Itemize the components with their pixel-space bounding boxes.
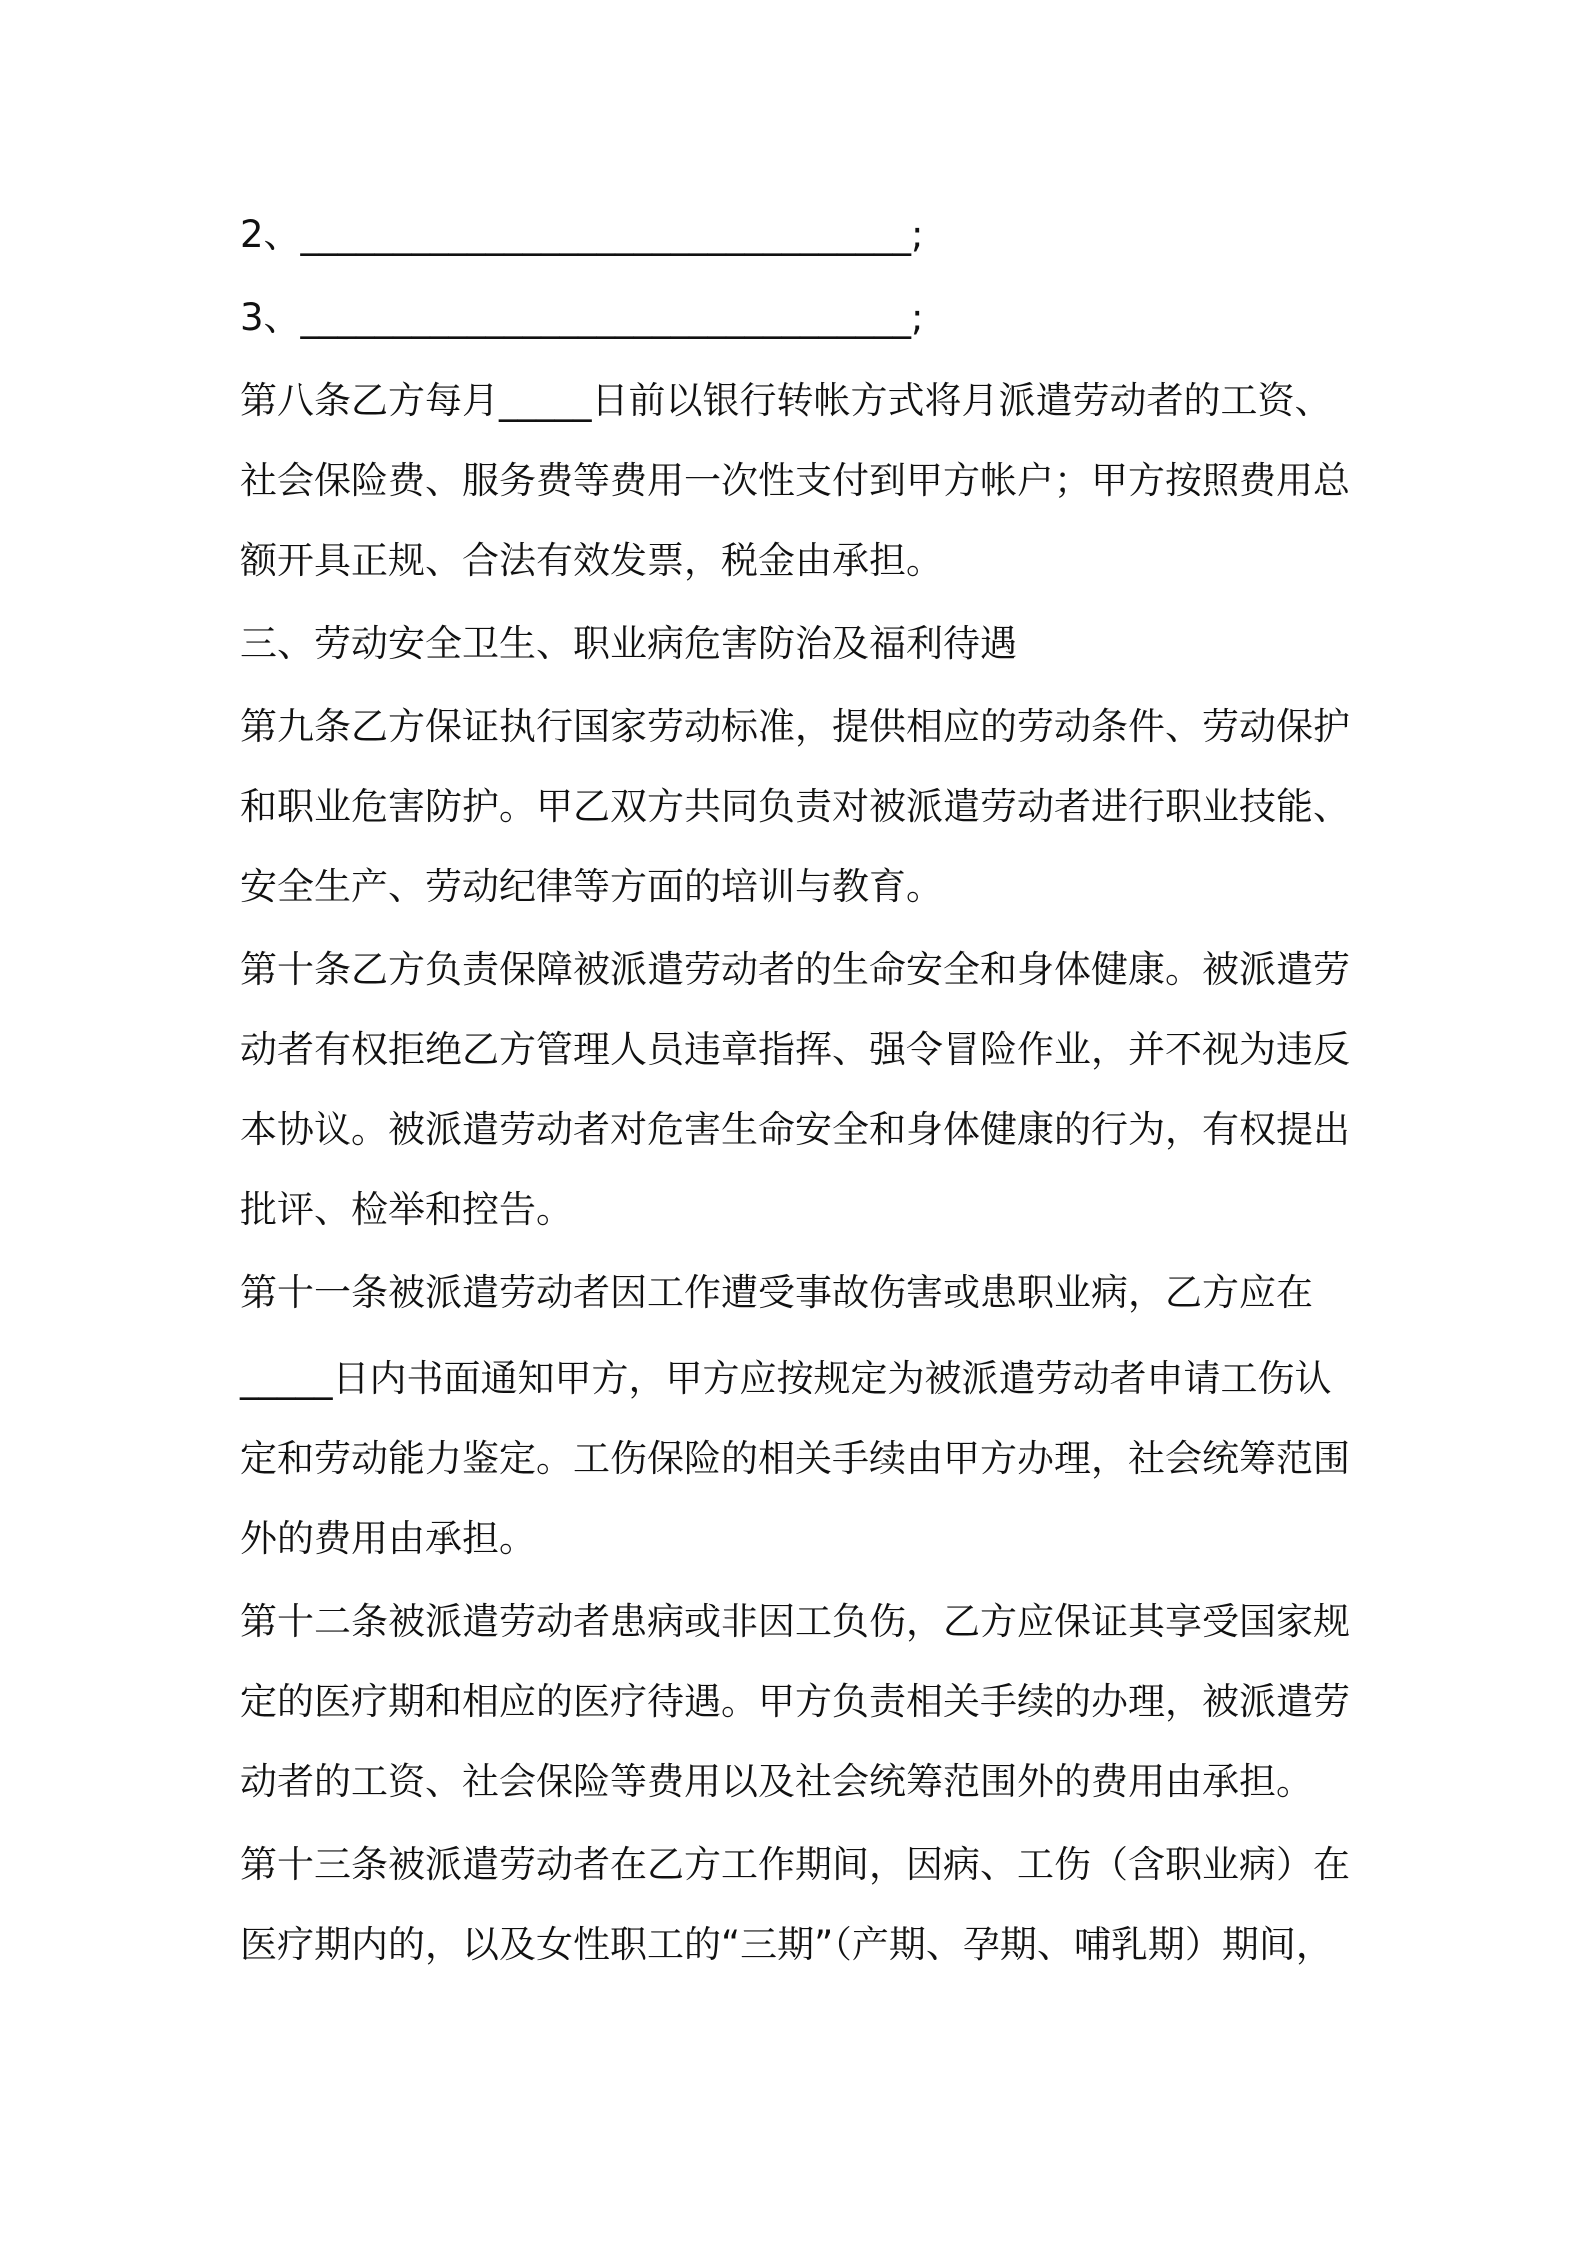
article-8-line-1: 第八条乙方每月_____日前以银行转帐方式将月派遣劳动者的工资、 — [240, 379, 1332, 422]
article-8-line-2: 社会保险费、服务费等费用一次性支付到甲方帐户；甲方按照费用总 — [240, 459, 1350, 502]
article-12-line-3: 动者的工资、社会保险等费用以及社会统筹范围外的费用由承担。 — [240, 1760, 1313, 1803]
section-heading: 三、劳动安全卫生、职业病危害防治及福利待遇 — [240, 622, 1017, 665]
article-11-line-3: 定和劳动能力鉴定。工伤保险的相关手续由甲方办理，社会统筹范围 — [240, 1437, 1350, 1480]
article-11-line-1: 第十一条被派遣劳动者因工作遭受事故伤害或患职业病，乙方应在 — [240, 1271, 1313, 1314]
article-9-line-2: 和职业危害防护。甲乙双方共同负责对被派遣劳动者进行职业技能、 — [240, 785, 1350, 828]
article-10-line-2: 动者有权拒绝乙方管理人员违章指挥、强令冒险作业，并不视为违反 — [240, 1028, 1350, 1071]
list-item-3: 3、_________________________________; — [240, 296, 924, 339]
article-10-line-3: 本协议。被派遣劳动者对危害生命安全和身体健康的行为，有权提出 — [240, 1108, 1350, 1151]
article-9-line-3: 安全生产、劳动纪律等方面的培训与教育。 — [240, 865, 943, 908]
article-8-line-3: 额开具正规、合法有效发票，税金由承担。 — [240, 539, 943, 582]
article-9-line-1: 第九条乙方保证执行国家劳动标准，提供相应的劳动条件、劳动保护 — [240, 705, 1350, 748]
article-13-line-2: 医疗期内的，以及女性职工的“三期”（产期、孕期、哺乳期）期间， — [240, 1923, 1333, 1966]
article-12-line-2: 定的医疗期和相应的医疗待遇。甲方负责相关手续的办理，被派遣劳 — [240, 1680, 1350, 1723]
article-13-line-1: 第十三条被派遣劳动者在乙方工作期间，因病、工伤（含职业病）在 — [240, 1843, 1350, 1886]
article-10-line-4: 批评、检举和控告。 — [240, 1188, 573, 1231]
article-11-line-4: 外的费用由承担。 — [240, 1517, 536, 1560]
article-12-line-1: 第十二条被派遣劳动者患病或非因工负伤，乙方应保证其享受国家规 — [240, 1600, 1350, 1643]
article-11-line-2: _____日内书面通知甲方，甲方应按规定为被派遣劳动者申请工伤认 — [240, 1357, 1332, 1400]
article-10-line-1: 第十条乙方负责保障被派遣劳动者的生命安全和身体健康。被派遣劳 — [240, 948, 1350, 991]
list-item-2: 2、_________________________________; — [240, 213, 924, 256]
